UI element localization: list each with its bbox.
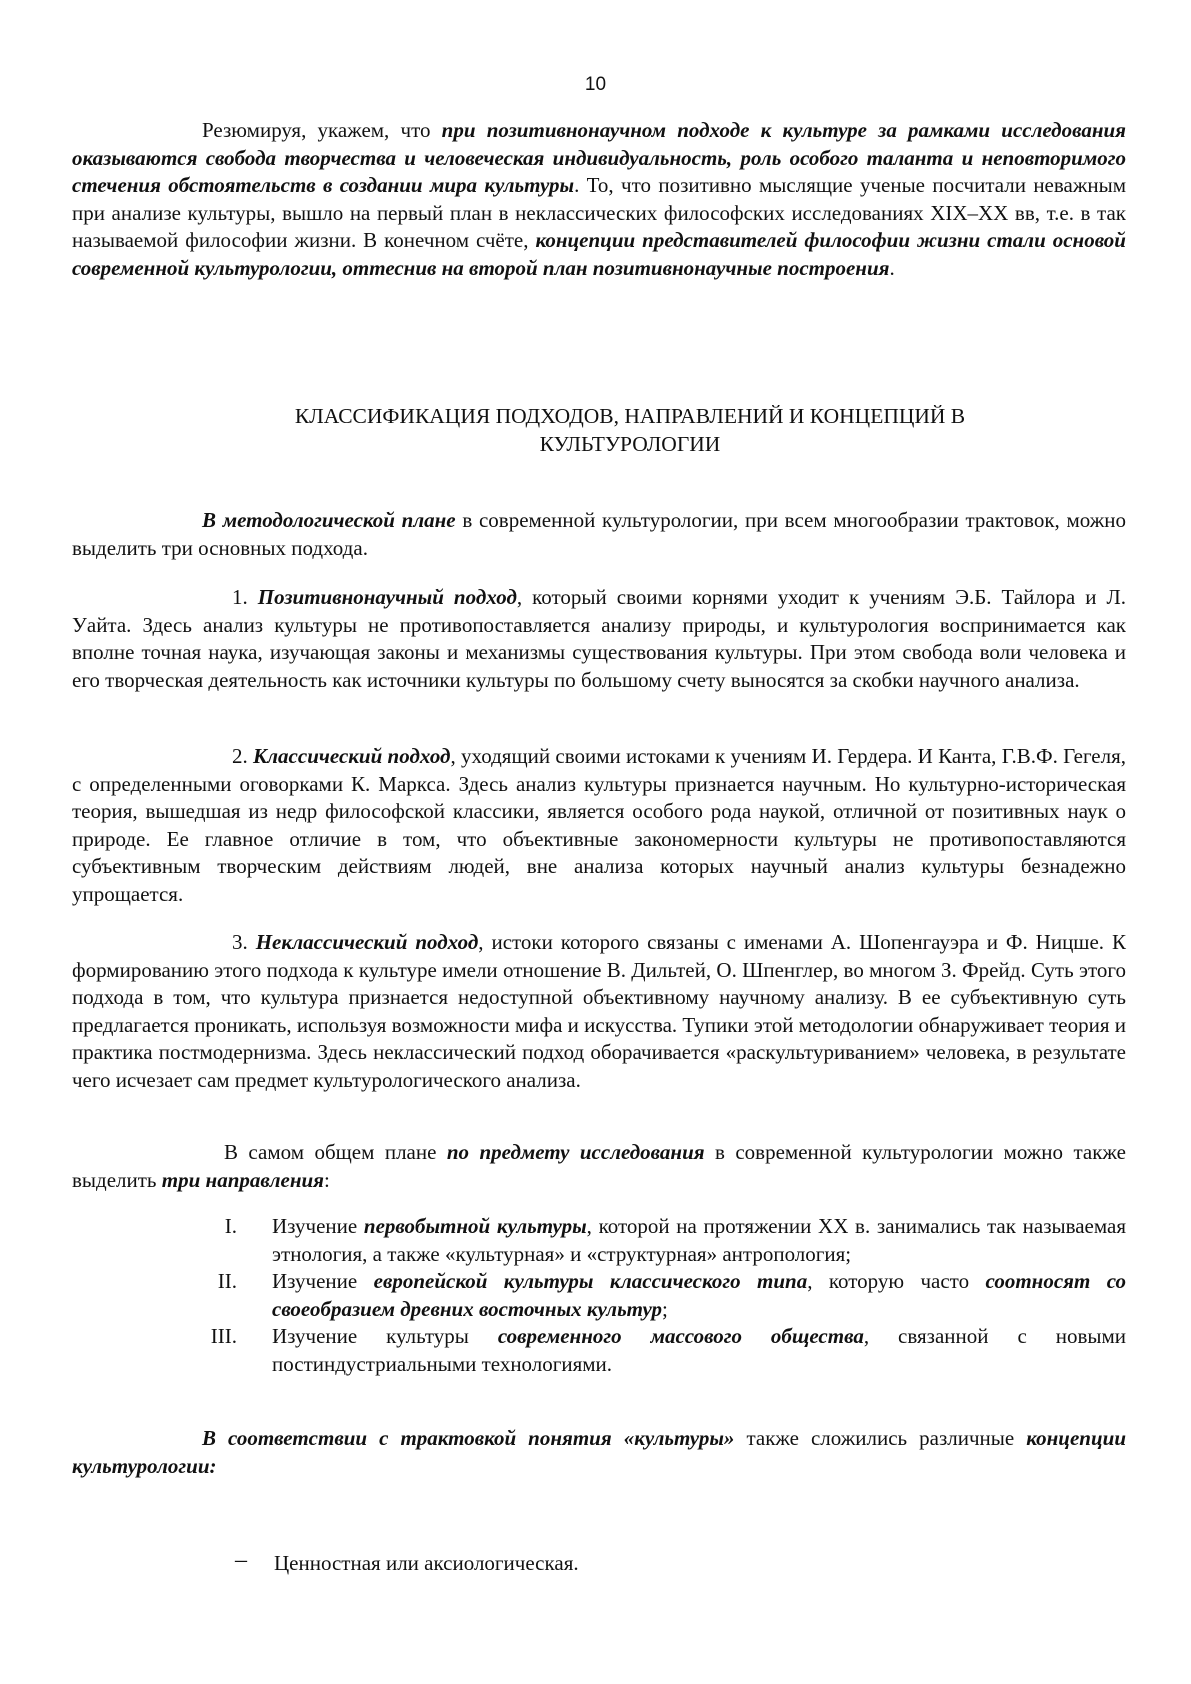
approach-number: 2. [232, 744, 254, 768]
approach-text: , истоки которого связаны с именами А. Шопенгауэра и Ф. Ницше. К формированию этого подхода к культуре имели отношение В. Дильтей, О. Шпенглер, во многом З. Фрейд. Суть этого подхода в том, что культура признается недоступной объективному научному анализу. В ее субъективную суть предлагается проникать, используя возможности мифа и искусства. Тупики этой методологии обнаруживает теория и практика постмодернизма. Здесь неклассический подход оборачивается «раскультуриванием» человека, в результате чего исчезает сам предмет культурологического анализа. [72, 930, 1126, 1092]
method-intro-emphasis: В методологической плане [202, 508, 456, 532]
approach-title: Классический подход [253, 744, 451, 768]
approach-3-paragraph [72, 929, 1126, 1095]
method-intro-text: в современной культурологии, при всем многообразии трактовок, можно выделить три основных подхода. [72, 508, 1126, 560]
direction-text-part: , которую часто [807, 1269, 986, 1293]
subject-emphasis: по предмету исследования [446, 1140, 705, 1164]
approach-text: , который своими корнями уходит к учениям Э.Б. Тайлора и Л. Уайта. Здесь анализ культуры не противопоставляется анализу природы, и культурология воспринимается как вполне точная наука, изучающая законы и механизмы существования культуры. При этом свобода воли человека и его творческая деятельность как источники культуры по большому счету выносятся за скобки научного анализа. [72, 585, 1126, 692]
direction-text-part: ; [662, 1296, 668, 1321]
subject-emphasis: три направления [161, 1167, 325, 1192]
subject-paragraph [72, 1139, 1126, 1194]
subject-text: в современной культурологии можно также выделить [72, 1140, 1126, 1192]
direction-text-part: Изучение [272, 1269, 374, 1293]
approach-number: 3. [232, 930, 256, 954]
approach-title: Позитивнонаучный подход [257, 585, 517, 609]
approach-1-paragraph [72, 584, 1126, 694]
direction-text [272, 1268, 1126, 1323]
direction-emphasis: европейской культуры классического типа [373, 1269, 808, 1293]
direction-text [272, 1213, 1126, 1268]
summary-text: . [889, 255, 895, 280]
direction-number: III. [210, 1324, 237, 1348]
direction-number: II. [217, 1269, 237, 1293]
concept-item-text: Ценностная или аксиологическая. [274, 1551, 579, 1575]
page-number: 10 [584, 74, 607, 95]
summary-paragraph [72, 117, 1126, 283]
concepts-emphasis: концепции культурологии: [72, 1426, 1127, 1478]
direction-text-part: , которой на протяжении XX в. занимались так называемая этнология, а также «культурная» и «структурная» антропология; [272, 1214, 1127, 1266]
direction-emphasis: соотносят со своеобразием древних восточных культур [272, 1269, 1127, 1321]
approach-title: Неклассический подход [255, 930, 479, 954]
approach-text: , уходящий своими истоками к учениям И. Гердера. И Канта, Г.В.Ф. Гегеля, с определенными оговорками К. Маркса. Здесь анализ культуры признается научным. Но культурно-историческая теория, вышедшая из недр философской классики, является особого рода наукой, отличной от позитивных наук о природе. Ее главное отличие в том, что объективные закономерности культуры не противопоставляются субъективным творческим действиям людей, вне анализа которых научный анализ культуры безнадежно упрощается. [72, 744, 1126, 906]
approach-number: 1. [232, 585, 258, 609]
method-intro-paragraph [72, 507, 1126, 562]
concepts-paragraph [72, 1425, 1126, 1480]
subject-text: : [324, 1167, 330, 1192]
direction-text-part: Изучение [272, 1214, 364, 1238]
direction-emphasis: современного массового общества [497, 1324, 864, 1348]
summary-emphasis: концепции представителей философии жизни стали основой современной культурологии, оттеснив на второй план позитивнонаучные построения [72, 228, 1126, 280]
direction-text [272, 1323, 1126, 1378]
summary-emphasis: при позитивнонаучном подходе к культуре за рамками исследования оказываются свобода творчества и человеческая индивидуальность, роль особого таланта и неповторимого стечения обстоятельств в создании мира культуры [72, 118, 1126, 198]
direction-emphasis: первобытной культуры [363, 1214, 587, 1238]
concepts-emphasis: В соответствии с трактовкой понятия «культуры» [202, 1426, 735, 1450]
direction-text-part: , связанной с новыми постиндустриальными технологиями. [272, 1324, 1127, 1376]
subject-text: В самом общем плане [224, 1140, 447, 1164]
summary-text: . То, что позитивно мыслящие ученые посчитали неважным при анализе культуры, вышло на первый план в неклассических философских исследованиях XIX–XX вв, т.е. в так называемой философии жизни. В конечном счёте, [72, 173, 1126, 253]
concepts-text: также сложились различные [734, 1426, 1027, 1450]
direction-number: I. [224, 1214, 237, 1238]
approach-2-paragraph [72, 743, 1126, 909]
direction-text-part: Изучение культуры [272, 1324, 498, 1348]
section-heading: КЛАССИФИКАЦИЯ ПОДХОДОВ, НАПРАВЛЕНИЙ И КОНЦЕПЦИЙ В КУЛЬТУРОЛОГИИ [294, 404, 966, 456]
summary-text: Резюмируя, укажем, что [202, 118, 442, 142]
dash-bullet-icon: – [235, 1547, 247, 1573]
